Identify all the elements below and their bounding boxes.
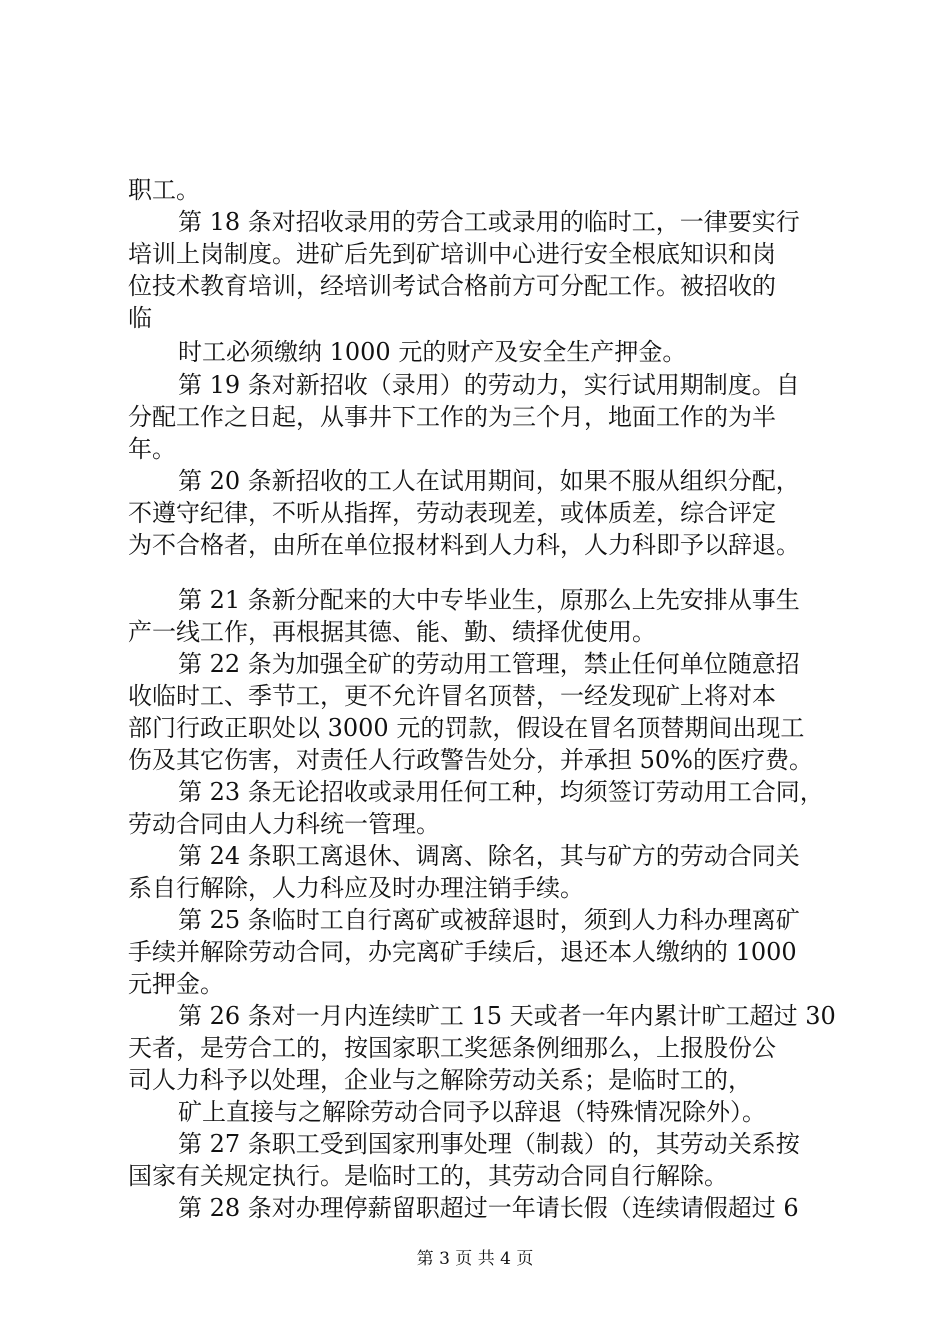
- text-line: 天者，是劳合工的，按国家职工奖惩条例细那么，上报股份公: [128, 1034, 776, 1062]
- text-line: 第 25 条临时工自行离矿或被辞退时，须到人力科办理离矿: [178, 906, 800, 934]
- text-line: 系自行解除，人力科应及时办理注销手续。: [128, 874, 584, 902]
- text-line: 第 19 条对新招收（录用）的劳动力，实行试用期制度。自: [178, 371, 800, 399]
- text-line: 第 22 条为加强全矿的劳动用工管理，禁止任何单位随意招: [178, 650, 800, 678]
- text-line: 第 24 条职工离退休、调离、除名，其与矿方的劳动合同关: [178, 842, 800, 870]
- text-line: 第 18 条对招收录用的劳合工或录用的临时工，一律要实行: [178, 208, 800, 236]
- text-line: 不遵守纪律，不听从指挥，劳动表现差，或体质差，综合评定: [128, 499, 776, 527]
- text-line: 时工必须缴纳 1000 元的财产及安全生产押金。: [178, 338, 687, 366]
- text-line: 手续并解除劳动合同，办完离矿手续后，退还本人缴纳的 1000: [128, 938, 797, 966]
- text-line: 第 26 条对一月内连续旷工 15 天或者一年内累计旷工超过 30: [178, 1002, 836, 1030]
- text-line: 第 20 条新招收的工人在试用期间，如果不服从组织分配，: [178, 467, 800, 495]
- page-number-footer: 第 3 页 共 4 页: [416, 1249, 534, 1269]
- text-line: 第 23 条无论招收或录用任何工种，均须签订劳动用工合同，: [178, 778, 824, 806]
- text-line: 收临时工、季节工，更不允许冒名顶替，一经发现矿上将对本: [128, 682, 776, 710]
- text-line: 劳动合同由人力科统一管理。: [128, 810, 440, 838]
- text-line: 产一线工作，再根据其德、能、勤、绩择优使用。: [128, 618, 656, 646]
- text-line: 司人力科予以处理，企业与之解除劳动关系；是临时工的，: [128, 1066, 752, 1094]
- text-line: 临: [128, 304, 152, 332]
- text-line: 元押金。: [128, 970, 224, 998]
- text-line: 年。: [128, 435, 176, 463]
- text-line: 伤及其它伤害，对责任人行政警告处分，并承担 50%的医疗费。: [128, 746, 813, 774]
- text-line: 矿上直接与之解除劳动合同予以辞退（特殊情况除外）。: [178, 1098, 766, 1126]
- text-line: 第 28 条对办理停薪留职超过一年请长假（连续请假超过 6: [178, 1194, 799, 1222]
- text-line: 分配工作之日起，从事井下工作的为三个月，地面工作的为半: [128, 403, 776, 431]
- text-line: 第 27 条职工受到国家刑事处理（制裁）的，其劳动关系按: [178, 1130, 800, 1158]
- text-line: 职工。: [128, 176, 200, 204]
- text-line: 部门行政正职处以 3000 元的罚款，假设在冒名顶替期间出现工: [128, 714, 805, 742]
- text-line: 培训上岗制度。进矿后先到矿培训中心进行安全根底知识和岗: [128, 240, 776, 268]
- text-line: 为不合格者，由所在单位报材料到人力科，人力科即予以辞退。: [128, 531, 800, 559]
- text-line: 位技术教育培训，经培训考试合格前方可分配工作。被招收的: [128, 272, 776, 300]
- text-line: 第 21 条新分配来的大中专毕业生，原那么上先安排从事生: [178, 586, 800, 614]
- text-line: 国家有关规定执行。是临时工的，其劳动合同自行解除。: [128, 1162, 728, 1190]
